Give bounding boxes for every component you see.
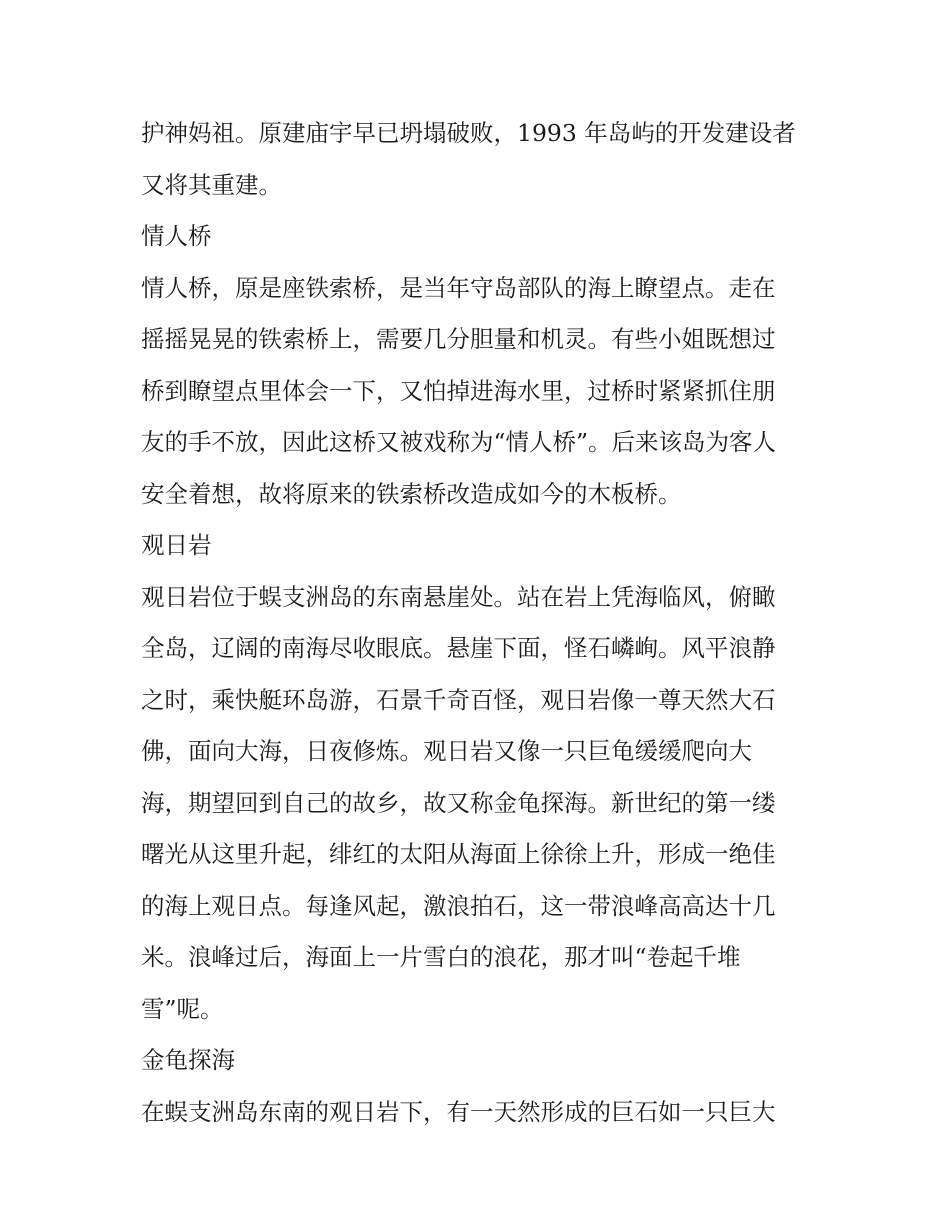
text-line: 海，期望回到自己的故乡，故又称金龟探海。新世纪的第一缕: [141, 788, 776, 817]
text-line: 友的手不放，因此这桥又被戏称为“情人桥”。后来该岛为客人: [141, 428, 777, 456]
text-line: 之时，乘快艇环岛游，石景千奇百怪，观日岩像一尊天然大石: [141, 685, 776, 714]
text-line: 雪”呢。: [141, 994, 224, 1023]
text-line: 摇摇晃晃的铁索桥上，需要几分胆量和机灵。有些小姐既想过: [141, 325, 776, 353]
text-line: 的海上观日点。每逢风起，激浪拍石，这一带浪峰高高达十几: [141, 891, 776, 920]
text-line: 观日岩位于蜈支洲岛的东南悬崖处。站在岩上凭海临风，俯瞰: [141, 582, 776, 611]
text-line: 又将其重建。: [141, 170, 282, 199]
text-line: 护神妈祖。原建庙宇早已坍塌破败，1993 年岛屿的开发建设者: [141, 119, 796, 147]
text-line: 桥到瞭望点里体会一下，又怕掉进海水里，过桥时紧紧抓住朋: [141, 376, 776, 405]
text-line: 全岛，辽阔的南海尽收眼底。悬崖下面，怪石嶙峋。风平浪静: [141, 634, 776, 662]
text-line: 在蜈支洲岛东南的观日岩下，有一天然形成的巨石如一只巨大: [141, 1097, 776, 1126]
section-heading-lovers-bridge: 情人桥: [141, 222, 212, 250]
section-heading-sunrise-rock: 观日岩: [141, 531, 212, 559]
text-line: 佛，面向大海，日夜修炼。观日岩又像一只巨龟缓缓爬向大: [141, 737, 752, 765]
text-line: 米。浪峰过后，海面上一片雪白的浪花，那才叫“卷起千堆: [141, 943, 741, 971]
text-line: 曙光从这里升起，绯红的太阳从海面上徐徐上升，形成一绝佳: [141, 840, 776, 868]
document-body: [141, 108, 813, 1138]
text-line: 情人桥，原是座铁索桥，是当年守岛部队的海上瞭望点。走在: [141, 273, 776, 302]
text-line: 安全着想，故将原来的铁索桥改造成如今的木板桥。: [141, 479, 682, 508]
section-heading-golden-turtle: 金龟探海: [141, 1046, 235, 1074]
